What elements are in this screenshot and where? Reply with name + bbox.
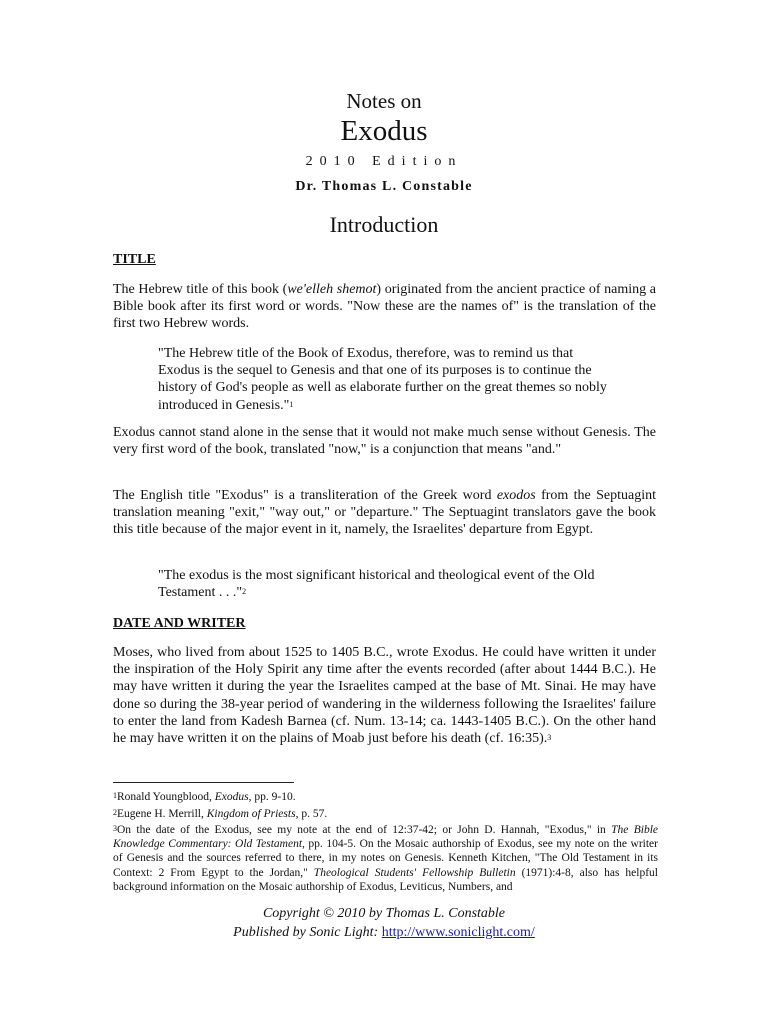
footnote-ref-1[interactable]: 1: [289, 399, 294, 409]
footnote-2: $^2$Eugene H. Merrill, Kingdom of Priests, p. 57.: [113, 808, 328, 820]
website-link[interactable]: http://www.soniclight.com/: [381, 925, 535, 940]
title-paragraph-2: Exodus cannot stand alone in the sense that it would not make much sense without Genesis. The very first word of the book, translated "now," is a conjunction that means "and.": [113, 425, 656, 458]
title-paragraph-3: The English title "Exodus" is a transliteration of the Greek word exodos from the Septuagint translation meaning "exit," "way out," or "departure." The Septuagint translators gave the book this title because of the major event in it, namely, the Israelites' departure from Egypt.: [113, 488, 656, 538]
book-title: Exodus: [340, 115, 428, 147]
section-title: Introduction: [329, 212, 439, 237]
edition-label: 2010 Edition: [305, 154, 463, 169]
date-writer-paragraph: Moses, who lived from about 1525 to 1405 B.C., wrote Exodus. He could have written it under the inspiration of the Holy Spirit any time after the events recorded (after about 1444 B.C.). He may have written it during the year the Israelites camped at the base of Mt. Sinai. He may have done so during the 38-year period of wandering in the wilderness following the Israelites' failure to enter the land from Kadesh Barnea (cf. Num. 13-14; ca. 1443-1405 B.C.). On the other hand he may have written it on the plains of Moab just before his death (cf. 16:35).$^3$: [113, 645, 656, 747]
footnote-divider: [113, 782, 294, 783]
block-quote-1: "The Hebrew title of the Book of Exodus, therefore, was to remind us that Exodus is the sequel to Genesis and that one of its purposes is to continue the history of God's people as well as elaborate further on the great themes so nobly introduced in Genesis."$^1$: [158, 346, 607, 413]
footnote-ref-3[interactable]: 3: [547, 733, 552, 743]
notes-on-label: Notes on: [346, 89, 422, 113]
publisher-line: Published by Sonic Light: http://www.soniclight.com/: [233, 925, 535, 940]
copyright-line: Copyright © 2010 by Thomas L. Constable: [262, 906, 506, 921]
footnote-3: $^3$On the date of the Exodus, see my note at the end of 12:37-42; or John D. Hannah, "Exodus," in The Bible Knowledge Commentary: Old Testament, pp. 104-5. On the Mosaic authorship of Exodus, see my note on the writer of Genesis and the sources referred to there, in my notes on Genesis. Kenneth Kitchen, "The Old Testament in its Context: 2 From Egypt to the Jordan," Theological Students' Fellowship Bulletin (1971):4-8, also has helpful background information on the Mosaic authorship of Exodus, Leviticus, Numbers, and: [113, 824, 658, 893]
date-writer-heading: DATE AND WRITER: [113, 616, 246, 631]
title-paragraph-1: The Hebrew title of this book (we'elleh shemot) originated from the ancient practice of naming a Bible book after its first word or words. "Now these are the names of" is the translation of the first two Hebrew words.: [113, 282, 656, 332]
block-quote-2: "The exodus is the most significant historical and theological event of the Old Testament . . ."$^2$: [158, 568, 595, 601]
footnote-1: $^1$Ronald Youngblood, Exodus, pp. 9-10.: [113, 791, 296, 803]
footnote-ref-2[interactable]: 2: [242, 587, 247, 597]
title-heading: TITLE: [113, 252, 156, 267]
author-name: Dr. Thomas L. Constable: [295, 179, 473, 194]
